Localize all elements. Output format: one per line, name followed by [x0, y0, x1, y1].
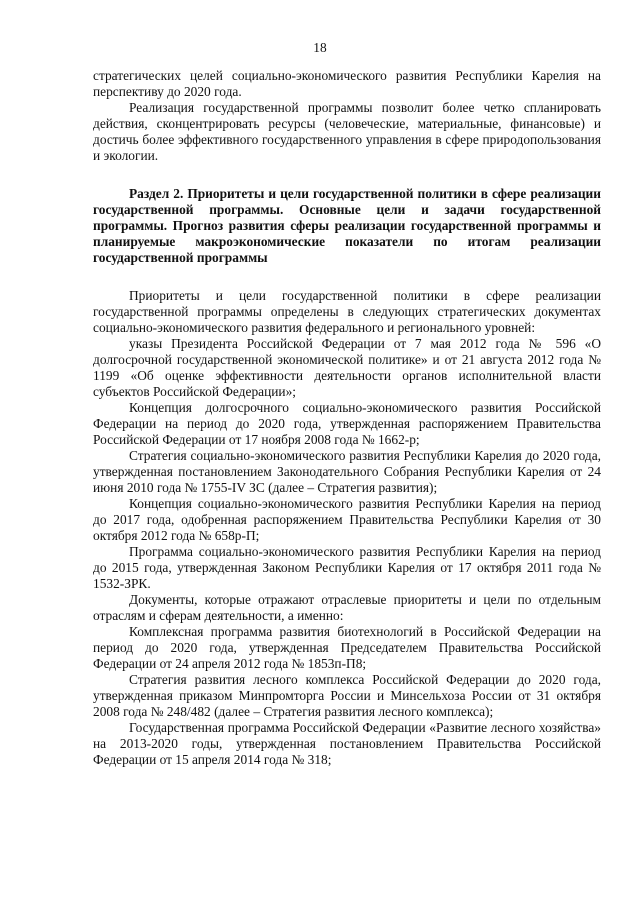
paragraph-continuation: стратегических целей социально-экономического развития Республики Карелия на перспективу до 2020 года.	[93, 68, 601, 99]
page-number: 18	[313, 40, 327, 55]
paragraph-program-realization: Реализация государственной программы позволит более четко спланировать действия, сконцентрировать ресурсы (человеческие, материальные, финансовые) и достичь более эффективного государственного управления в сфере природопользования и экологии.	[93, 100, 601, 163]
page-content	[93, 68, 601, 768]
paragraph-karelia-program: Программа социально-экономического развития Республики Карелия на период до 2015 года, утвержденная Законом Республики Карелия от 17 октября 2011 года № 1532-ЗРК.	[93, 544, 601, 591]
paragraph-biotech-program: Комплексная программа развития биотехнологий в Российской Федерации на период до 2020 года, утвержденная Председателем Правительства Российской Федерации от 24 апреля 2012 года № 1853п-П8;	[93, 624, 601, 671]
paragraph-presidential-decrees: указы Президента Российской Федерации от 7 мая 2012 года № 596 «О долгосрочной государственной экономической политике» и от 21 августа 2012 года № 1199 «Об оценке эффективности деятельности органов исполнительной власти субъектов Российской Федерации»;	[93, 336, 601, 399]
paragraph-long-term-concept: Концепция долгосрочного социально-экономического развития Российской Федерации на период до 2020 года, утвержденная распоряжением Правительства Российской Федерации от 17 ноября 2008 года № 1662-р;	[93, 400, 601, 447]
paragraph-forest-strategy: Стратегия развития лесного комплекса Российской Федерации до 2020 года, утвержденная приказом Минпромторга России и Минсельхоза России от 31 октября 2008 года № 248/482 (далее – Стратегия развития лесного комплекса);	[93, 672, 601, 719]
paragraph-forestry-state-program: Государственная программа Российской Федерации «Развитие лесного хозяйства» на 2013-2020 годы, утвержденная постановлением Правительства Российской Федерации от 15 апреля 2014 года № 318;	[93, 720, 601, 767]
section-heading: Раздел 2. Приоритеты и цели государственной политики в сфере реализации государственной программы. Основные цели и задачи государственной программы. Прогноз развития сферы реализации государственной программы и планируемые макроэкономические показатели по итогам реализации государственной программы	[93, 186, 601, 265]
paragraph-sector-documents: Документы, которые отражают отраслевые приоритеты и цели по отдельным отраслям и сферам деятельности, а именно:	[93, 592, 601, 623]
paragraph-karelia-strategy: Стратегия социально-экономического развития Республики Карелия до 2020 года, утвержденная постановлением Законодательного Собрания Республики Карелия от 24 июня 2010 года № 1755-IV ЗС (далее – Стратегия развития);	[93, 448, 601, 495]
paragraph-priorities-intro: Приоритеты и цели государственной политики в сфере реализации государственной программы определены в следующих стратегических документах социально-экономического развития федерального и регионального уровней:	[93, 288, 601, 335]
paragraph-karelia-concept: Концепция социально-экономического развития Республики Карелия на период до 2017 года, одобренная распоряжением Правительства Республики Карелия от 30 октября 2012 года № 658р-П;	[93, 496, 601, 543]
